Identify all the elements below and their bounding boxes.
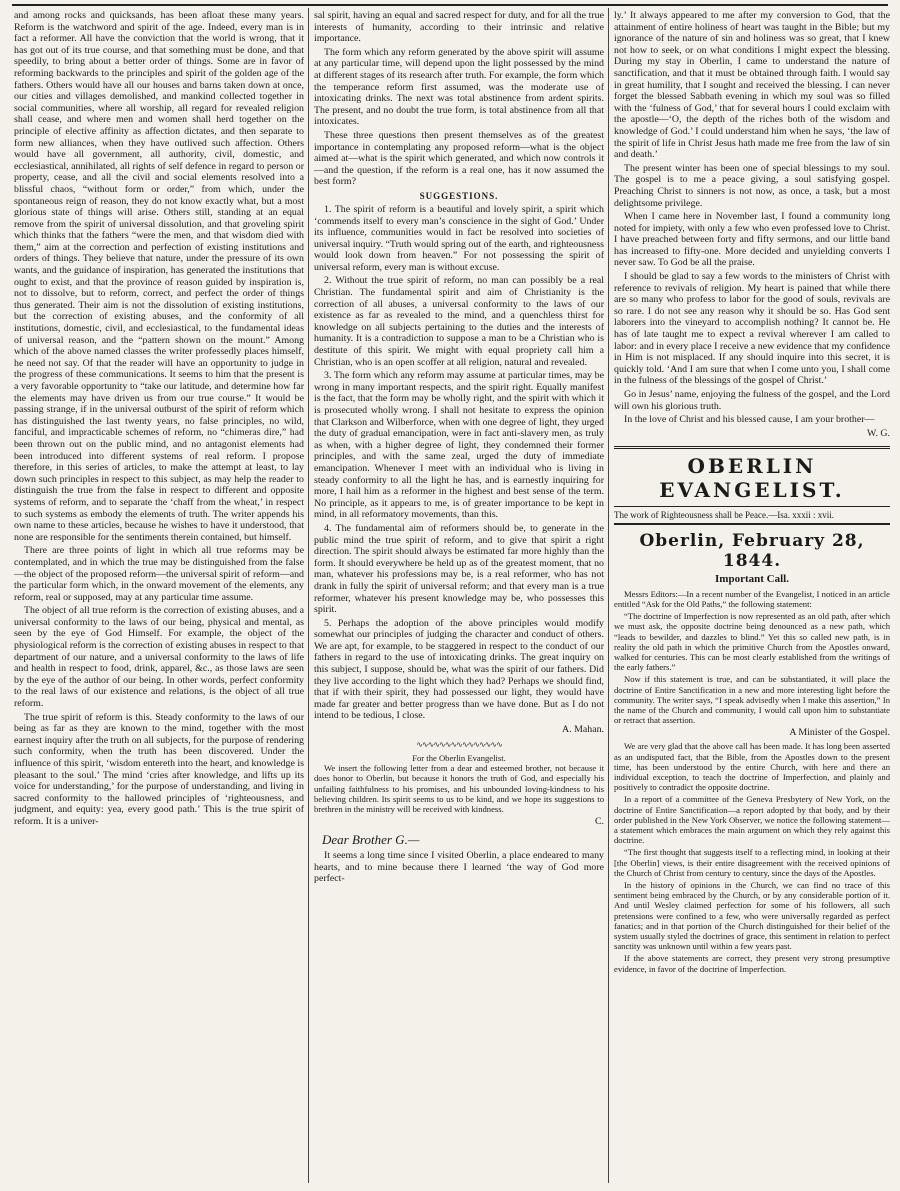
column-3 (614, 10, 890, 1180)
letter-paragraph: In the love of Christ and his blessed cause, I am your brother— (624, 414, 875, 426)
letter-intro-signature: C. (594, 816, 604, 828)
suggestion-item: 2. Without the true spirit of reform, no man can possibly be a real Christian. The fundamental spirit and aim of Christianity is the correction of all abuses, a universal conformity to the laws of our existence as far as revealed to the mind, and a quenchless thirst for knowledge on all subjects pertaining to the duties and the interests of humanity. It is a contradiction to suppose a man to be a Christian who is destitute of this spirit. We might with equal propriety call him a Christian, who is an open scoffer at all religion, natural and revealed. (314, 275, 604, 368)
top-rule (12, 4, 888, 6)
article-paragraph: In a report of a committee of the Geneva Presbytery of New York, on the doctrine of Entire Sanctification—a report adopted by that body, and by their order published in the New York Observer, we notice the following statement—a statement which embraces the main argument on which they rely against this doctrine. (614, 794, 890, 846)
body-paragraph: The form which any reform generated by the above spirit will assume at any particular time, will depend upon the light possessed by the mind at different stages of its research after truth. For example, the form which the temperance reform first assumed, was the moderate use of intoxicating drinks. The next was total abstinence from ardent spirits. The present, and no doubt the true form, is total abstinence from all that intoxicates. (314, 46, 604, 128)
column-divider (308, 8, 309, 1183)
letter-heading: For the Oberlin Evangelist. (412, 753, 506, 764)
author-signature: A. Mahan. (562, 724, 604, 736)
letter-paragraph: I should be glad to say a few words to the ministers of Christ with reference to revivals of religion. My heart is pained that while there are so many who profess to labor for the good of souls, revivals are so rare. I do not see any reason why it should be so. Has God sent laborers into the vineyard to accomplish nothing? It cannot be. He has of late taught me to expect a revival wherever I am called to labor: and in every place I receive a new evidence that my confidence in Him is not misplaced. If any should inquire into this secret, it is quickly told. ‘And I am sure that when I come unto you, I shall come in the fulness of the blessings of the gospel of Christ.’ (614, 271, 890, 387)
article-quote: “The doctrine of Imperfection is now represented as an old path, after which we must ask, the opposite doctrine being denounced as a new path, which “leads to bewilder, and dazzles to blind.” Yet this so called new path, is in reality the old path in which the primitive Church from the Apostles onward, walked for centuries. This can be most clearly established from the writings of the early fathers.” (614, 611, 890, 673)
body-paragraph: The object of all true reform is the correction of existing abuses, and a universal conformity to the laws of our being, physical and mental, as seen by the eye of God Himself. For example, the object of the physiological reform is the correction of existing abuses in respect to that department of our nature, and a universal conformity to the laws of life and health in respect to food, drink, apparel, &c., as those laws are seen by the eye of the author of our being. In other words, perfect conformity to the real laws of our existence and relations, is the object of all true reform. (14, 605, 304, 710)
letter-paragraph: The present winter has been one of special blessings to my soul. The gospel is to me a peace giving, a soul satisfying gospel. Preaching Christ to sinners is not now, as once, a task, but a most delightsome privilege. (614, 162, 890, 209)
masthead (614, 446, 890, 507)
letter-paragraph: ly.’ It always appeared to me after my conversion to God, that the attainment of entire holiness of heart was taught in the Bible; but my ignorance of the nature of sin and holiness was so great, that I knew not how to seek, or on what conditions I might expect the blessing. During my stay in Oberlin, I came to understand the nature of sanctification, and that it must be obtained through faith. I would say in great humility, that I sought and received the blessing. I can never forget the blessed Sabbath evening in which my soul was so filled with the ‘fulness of God,’ that for several hours I could exclaim with the apostle—‘O, the depth of the riches both of the wisdom and knowledge of God.’ I could understand him when he says, ‘the law of the spirit of life in Christ Jesus hath made me free from the law of sin and death.’ (614, 10, 890, 161)
article-paragraph: We are very glad that the above call has been made. It has long been asserted as an undisputed fact, that the Bible, from the Apostles down to the present time, has been understood by the entire Church, with here and there an individual exception, to teach the doctrine of Imperfection, and plainly and positively to contradict the opposite doctrine. (614, 741, 890, 793)
article-signoff: A Minister of the Gospel. (789, 727, 890, 739)
column-1 (14, 10, 304, 1180)
suggestion-item: 3. The form which any reform may assume at particular times, may be wrong in many important respects, and the spirit right. Equally manifest is the fact, that the form may be wholly right, and the spirit with which it is prosecuted wholly wrong. I shall not hesitate to express the opinion that Clarkson and Wilberforce, when with one degree of light, they urged the duty of gradual emancipation, were in fact anti-slavery men, as truly as when, with a higher degree of light, they condemned their former principles, and with the same zeal, urged the duty of immediate emancipation. Whenever I meet with an individual who is living in steady conformity to all the light he has, and is earnestly inquiring for more, I hail him as a reformer in the highest and best sense of the term. No principle, as it appears to me, is of greater importance to be kept in mind, in all reformatory movements, than this. (314, 370, 604, 521)
masthead-motto (614, 507, 890, 525)
section-divider: ∿∿∿∿∿∿∿∿∿∿∿∿∿∿∿ (416, 740, 502, 750)
letter-paragraph: When I came here in November last, I found a community long noted for impiety, with only a few who even professed love to Christ. I have preached between forty and fifty sermons, and our little band has increased to fifty-one. More decided and unyielding converts I never saw. To God be all the praise. (614, 211, 890, 269)
article-paragraph: Now if this statement is true, and can be substantiated, it will place the doctrine of Entire Sanctification in a new and more interesting light before the community. The writer says, “I speak advisedly when I make this assertion,” In the name of the Church and community, I would call upon him to substantiate or retract that assertion. (614, 674, 890, 726)
article-quote: “The first thought that suggests itself to a reflecting mind, in looking at their [the Oberlin] views, is their entire disagreement with the received opinions of the Church of Christ from century to century, since the days of the Apostles. (614, 847, 890, 878)
body-paragraph: and among rocks and quicksands, has been afloat these many years. Reform is the watchword and spirit of the age. Indeed, every man is in fact a reformer. All have the conviction that the world is wrong, that it has got out of its true course, and that something must be done, and that speedily, to bring about a better order of things. Some are in favor of reforming backwards to the principles and spirit of the golden age of the fathers. Others would have all our houses and barns taken down at once, our cities and villages demolished, and mankind collected together in social communities, where all worship, all regard for revealed religion shall cease, and where men and women shall herd together on the principle of elective affinity as affection dictates, and then separate to form new alliances, when they have outlived such affection. Others would have all government, all authority, civil, domestic, and ecclesiastical, annihilated, all rights of self defence in regard to person or property, cease, and all the civil and social elements resolved into a blissful chaos, “without form or order,” from which, under the spontaneous reign of reason, they do not know exactly what, but a most glorious state of things will arise. Others still, standing at an equal remove from the spirit of universal dissolution, and that groveling spirit which thinks that the fathers “were the men, and that wisdom died with them,” aim at the correction and perfection of existing institutions and orders of things. They believe that nature, under the pressure of its own wants, and the guidance of inspiration, has generated the institutions that ought to exist, and that the province of reason guided by inspiration is, not to dissolve, but to reform, correct, and perfect the order of things thus generated. Their aim is not the dissolution of existing institutions, but the correction of existing abuses, and the conformity of all institutions, domestic, civil, and ecclesiastical, to the fundamental ideas of universal reason, and the “pattern shown on the mount.” Among which of the above named classes the writer professedly places himself, he need not say. Of that the reader will have an opportunity to judge in the progress of these communications. It seems to him that the present is a very favorable opportunity to “take our latitude, and determine how far the elements may have driven us from our true course.” It would be passing strange, if in the universal outburst of the spirit of reform which has distinguished the last twenty years, no false principles, no wild, fanciful, and impracticable schemes of reform, no “chimeras dire,” had been thrown out on the public mind, and no antagonist elements had been introduced into different systems of real reform. I propose therefore, in this series of articles, to make the attempt at least, to lay down such principles in respect to this subject, as may help the reader to distinguish the true from the false in respect to different and opposite systems of reform, and to separate the ‘chaff from the wheat,’ in respect to such systems as embody the elements of truth. The writer appends his own name to these articles, because he wishes to have it understood, that none are responsible for the sentiments therein contained, but himself. (14, 10, 304, 543)
body-paragraph: The true spirit of reform is this. Steady conformity to the laws of our being as far as they are known to the mind, together with the most earnest inquiry after the truth on all subjects, for the purpose of rendering such conformity, when the truth has been discovered. Under the influence of this spirit, ‘wisdom entereth into the heart, and knowledge is pleasant to the soul.’ The mind ‘cries after knowledge, and lifts up its voice for understanding,’ for the purpose of understanding, and living in sacred conformity to the hallowed principles of ‘righteousness, and judgment, and equity: yea, every good path.’ This is the true spirit of reform. It is a univer- (14, 711, 304, 827)
column-divider (608, 8, 609, 1183)
body-paragraph: There are three points of light in which all true reforms may be contemplated, and in which the true may be distinguished from the false—the object of the proposed reform—the universal spirit of reform—and the particular form which, in the onward movement of the elements, any reform, real or supposed, may at any particular time assume. (14, 545, 304, 603)
article-title: Important Call. (715, 572, 789, 585)
letter-paragraph: It seems a long time since I visited Oberlin, a place endeared to many hearts, and to mine because there I learned ‘the way of God more perfect- (314, 850, 604, 885)
article-paragraph: Messrs Editors:—In a recent number of the Evangelist, I noticed in an article entitled “Ask for the Old Paths,” the following statement: (614, 588, 890, 609)
article-quote: In the history of opinions in the Church, we can find no trace of this sentiment being embraced by the Church, or by any considerable portion of it. And until Wesley claimed perfection for some of his followers, all such pretensions were confined to a few, who were universally regarded as perfect fanatics; and in that portion of the Church distinguished for their belief of the system usually styled the doctrines of grace, this sentiment in relation to perfect sanctity was unknown until within a few years past. (614, 880, 890, 952)
suggestion-item: 4. The fundamental aim of reformers should be, to generate in the public mind the true spirit of reform, and to give that spirit a right direction. The spirit should always be estimated far more highly than the form. It should everywhere be held up as of the greatest moment, that no man, whatever his professions may be, is a real reformer, who has not drank in fully the spirit of universal reform; and that every man is a true reformer, whatever his present knowledge may be, who possesses this spirit. (314, 522, 604, 616)
letter-paragraph: Go in Jesus’ name, enjoying the fulness of the gospel, and the Lord will own his glorious truth. (614, 389, 890, 412)
column-2 (314, 10, 604, 1180)
motto-text: The work of Righteousness shall be Peace.—Isa. xxxii : xvii. (614, 509, 834, 520)
body-paragraph: sal spirit, having an equal and sacred respect for duty, and for all the true interests of humanity, according to their intrinsic and relative importance. (314, 10, 604, 45)
article-paragraph: If the above statements are correct, they present very strong presumptive evidence, in favor of the doctrine of Imperfection. (614, 953, 890, 974)
body-paragraph: These three questions then present themselves as of the greatest importance in contemplating any proposed reform—what is the object aimed at—what is the spirit which generated, and which now controls it—and the question, if the reform is a real one, has it now assumed the best form? (314, 129, 604, 188)
letter-intro: We insert the following letter from a dear and esteemed brother, not because it does honor to Oberlin, but because it honors the truth of God, and especially his unfailing faithfulness to his promises, and his unbounded loving-kindness to his believing children. Its spirit seems to us to be kind, and we hope its suggestions to brethren in the ministry will be received with kindness. (314, 763, 604, 815)
suggestions-heading: SUGGESTIONS. (419, 190, 499, 201)
letter-greeting: Dear Brother G.— (322, 832, 420, 848)
suggestion-item: 1. The spirit of reform is a beautiful and lovely spirit, a spirit which ‘commends itself to every man’s conscience in the sight of God.’ Under its influence, communities would in fact be resolved into societies of universal inquiry. “Truth would spring out of the earth, and righteousness would look down from heaven.” For not possessing the spirit of universal reform, every man is without excuse. (314, 203, 604, 273)
suggestion-item: 5. Perhaps the adoption of the above principles would modify somewhat our principles of judging the character and conduct of others. We are apt, for example, to be staggered in respect to the conduct of our fathers in regard to the use of intoxicating drinks. The great inquiry on this subject, I suppose, should be, what was the spirit of our fathers. Did they live according to the light which they had? Perhaps we should find, that if with their spirit, they had possessed our light, they would have made far greater and better progress than we have done. But as I do not intend to be tedious, I close. (314, 617, 604, 722)
letter-signature: W. G. (867, 427, 890, 439)
dateline: Oberlin, February 28, 1844. (639, 530, 865, 571)
masthead-title: OBERLIN EVANGELIST. (659, 453, 845, 502)
